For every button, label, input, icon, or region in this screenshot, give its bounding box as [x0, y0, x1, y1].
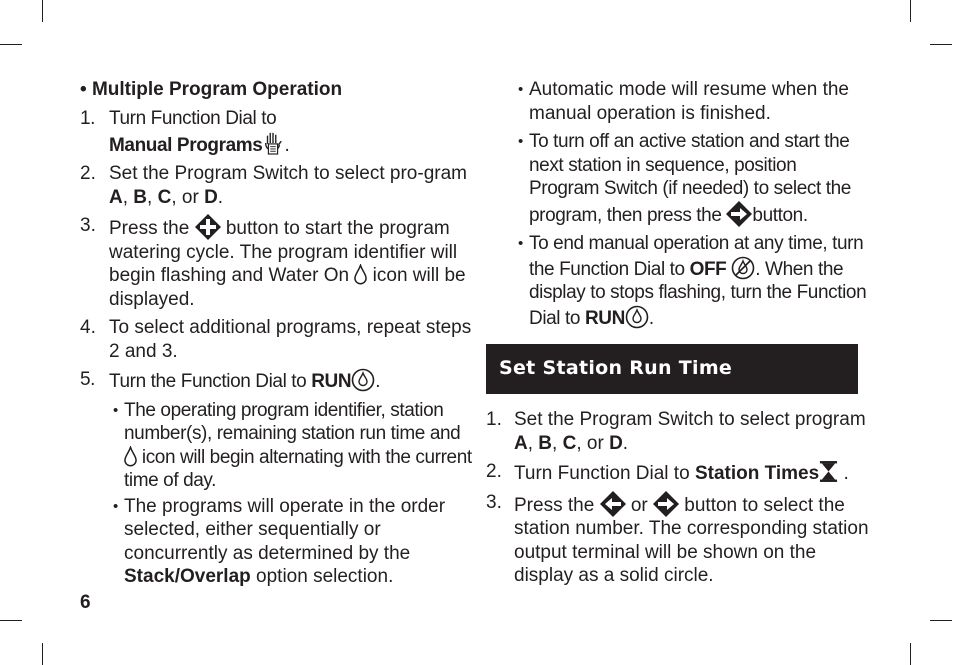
step-2: 2. Set the Program Switch to select pro-gram A, B, C, or D.	[80, 163, 467, 208]
crop-mark	[42, 643, 43, 665]
bullet-item: • To end manual operation at any time, turn the Function Dial to OFF . When the display to stops flashing, turn the Function Dial to RUN .	[518, 233, 867, 329]
step-3: 3. Press the or button to select the station number. The corresponding station output terminal will be shown on the display as a solid circle.	[486, 491, 869, 586]
right-arrow-button-icon	[726, 201, 752, 227]
hourglass-icon	[819, 460, 838, 483]
crop-mark	[42, 0, 43, 22]
crop-mark	[930, 620, 952, 621]
left-column	[80, 78, 472, 591]
left-arrow-button-icon	[600, 491, 626, 517]
step-1: 1. Set the Program Switch to select program A, B, C, or D.	[486, 409, 866, 454]
right-arrow-button-icon	[653, 491, 679, 517]
step-5: 5. Turn the Function Dial to RUN .	[80, 369, 381, 392]
water-drop-icon	[354, 264, 367, 285]
water-drop-icon	[124, 446, 137, 467]
crop-mark	[910, 643, 911, 665]
run-dial-icon	[625, 305, 649, 329]
bullet-item: • To turn off an active station and start the next station in sequence, position Program Switch (if needed) to select the program, then press the button.	[518, 131, 851, 226]
section-title: Set Station Run Time	[499, 357, 733, 380]
section-heading: • Multiple Program Operation	[80, 79, 343, 100]
step-4: 4. To select additional programs, repeat steps 2 and 3.	[80, 317, 472, 362]
page-number: 6	[80, 592, 91, 613]
step-2: 2. Turn Function Dial to Station Times .	[486, 461, 849, 484]
bullet-item: • The programs will operate in the order selected, either sequentially or concurrently as determined by the Stack/Overlap option selection.	[113, 495, 446, 587]
right-column	[486, 78, 871, 593]
bullet-item: • Automatic mode will resume when the manual operation is finished.	[518, 79, 849, 124]
run-dial-icon	[351, 368, 375, 392]
step-1: 1. Turn Function Dial to Manual Programs .	[80, 108, 290, 156]
manual-hand-icon	[262, 131, 284, 155]
crop-mark	[0, 620, 22, 621]
section-title-bar	[486, 344, 858, 394]
step-3: 3. Press the button to start the program watering cycle. The program identifier will begin flashing and Water On icon will be displayed.	[80, 215, 466, 310]
bullet-item: • The operating program identifier, station number(s), remaining station run time and icon will begin alternating with the current time of day.	[113, 399, 472, 491]
crop-mark	[0, 44, 22, 45]
plus-button-icon	[195, 214, 221, 240]
off-dial-icon	[731, 256, 755, 280]
crop-mark	[910, 0, 911, 22]
crop-mark	[930, 44, 952, 45]
